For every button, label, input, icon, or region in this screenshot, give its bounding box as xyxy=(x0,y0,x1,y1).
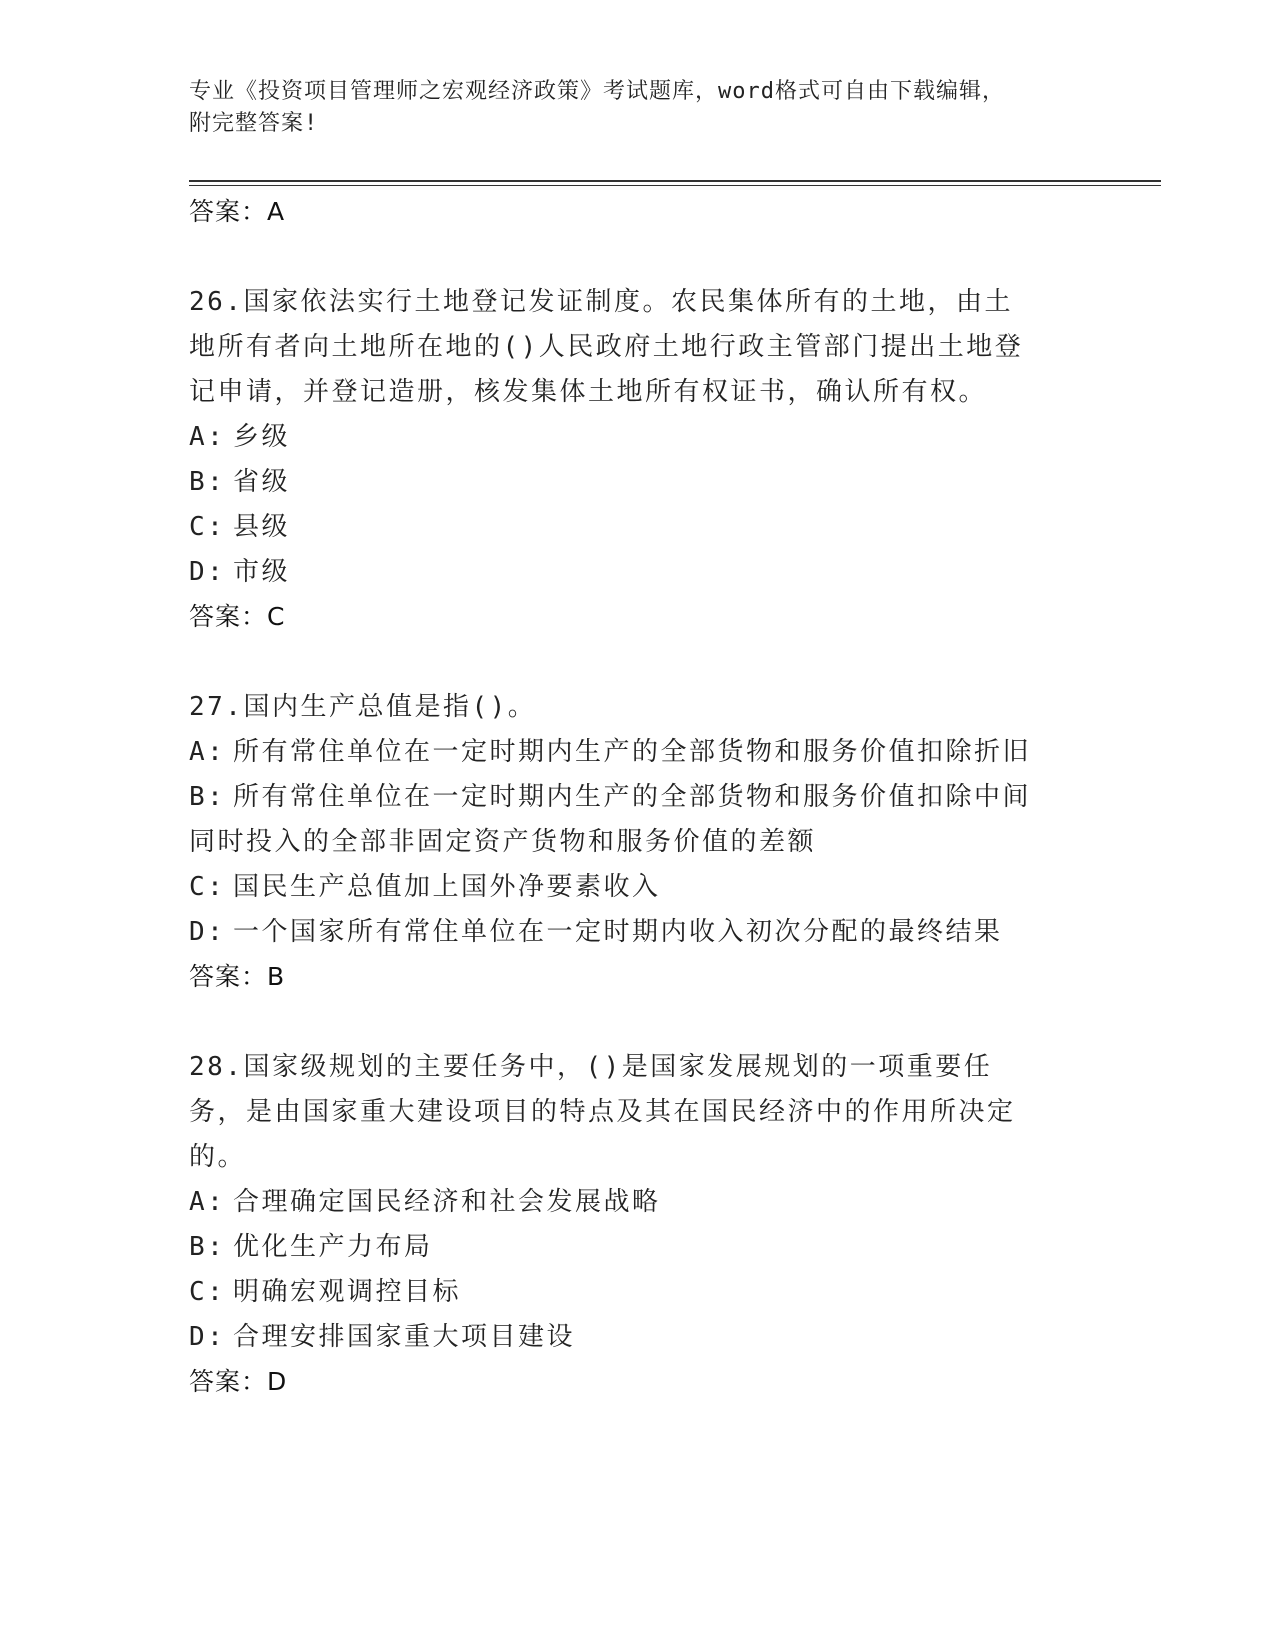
option-letter: C: xyxy=(189,1277,226,1307)
question-28 xyxy=(189,1045,1089,1404)
option-d xyxy=(189,910,1089,955)
option-letter: C: xyxy=(189,512,226,542)
question-stem: 26.国家依法实行土地登记发证制度。农民集体所有的土地，由土地所有者向土地所在地的()人民政府土地行政主管部门提出土地登记申请，并登记造册，核发集体土地所有权证书，确认所有权。 xyxy=(189,287,1024,407)
answer: 答案：D xyxy=(189,1367,288,1396)
option-text: 国民生产总值加上国外净要素收入 xyxy=(233,872,661,902)
option-letter: B: xyxy=(189,782,226,812)
question-27 xyxy=(189,685,1089,999)
option-text: 县级 xyxy=(233,512,291,542)
option-b xyxy=(189,1225,1089,1270)
option-text: 乡级 xyxy=(233,422,291,452)
option-letter: B: xyxy=(189,1232,226,1262)
option-letter: C: xyxy=(189,872,226,902)
option-text: 所有常住单位在一定时期内生产的全部货物和服务价值扣除折旧 xyxy=(233,737,1032,767)
option-a xyxy=(189,415,1089,460)
option-text: 明确宏观调控目标 xyxy=(233,1277,462,1307)
option-b xyxy=(189,460,1089,505)
option-text: 合理确定国民经济和社会发展战略 xyxy=(233,1187,661,1217)
option-letter: A: xyxy=(189,422,226,452)
option-b xyxy=(189,775,1039,865)
option-text: 合理安排国家重大项目建设 xyxy=(233,1322,576,1352)
question-stem: 28.国家级规划的主要任务中，()是国家发展规划的一项重要任务，是由国家重大建设项目的特点及其在国民经济中的作用所决定的。 xyxy=(189,1052,1016,1172)
option-text: 市级 xyxy=(233,557,291,587)
page-header xyxy=(189,76,1089,140)
option-letter: D: xyxy=(189,917,226,947)
option-letter: D: xyxy=(189,1322,226,1352)
option-text: 优化生产力布局 xyxy=(233,1232,433,1262)
option-a xyxy=(189,730,1089,775)
option-d xyxy=(189,1315,1089,1360)
option-text: 所有常住单位在一定时期内生产的全部货物和服务价值扣除中间同时投入的全部非固定资产货物和服务价值的差额 xyxy=(189,782,1032,857)
question-content xyxy=(189,190,1089,1404)
header-divider xyxy=(189,180,1161,186)
option-letter: A: xyxy=(189,737,226,767)
option-c xyxy=(189,865,1089,910)
option-letter: B: xyxy=(189,467,226,497)
question-stem: 27.国内生产总值是指()。 xyxy=(189,692,537,722)
header-line-1: 专业《投资项目管理师之宏观经济政策》考试题库，word格式可自由下载编辑， xyxy=(189,79,1005,104)
option-d xyxy=(189,550,1089,595)
option-c xyxy=(189,505,1089,550)
option-a xyxy=(189,1180,1089,1225)
answer: 答案：C xyxy=(189,602,286,631)
option-letter: D: xyxy=(189,557,226,587)
answer: 答案：B xyxy=(189,962,286,991)
option-text: 一个国家所有常住单位在一定时期内收入初次分配的最终结果 xyxy=(233,917,1003,947)
answer-previous: 答案：A xyxy=(189,197,286,226)
option-text: 省级 xyxy=(233,467,291,497)
question-26 xyxy=(189,280,1089,639)
option-letter: A: xyxy=(189,1187,226,1217)
option-c xyxy=(189,1270,1089,1315)
header-line-2: 附完整答案! xyxy=(189,111,319,136)
